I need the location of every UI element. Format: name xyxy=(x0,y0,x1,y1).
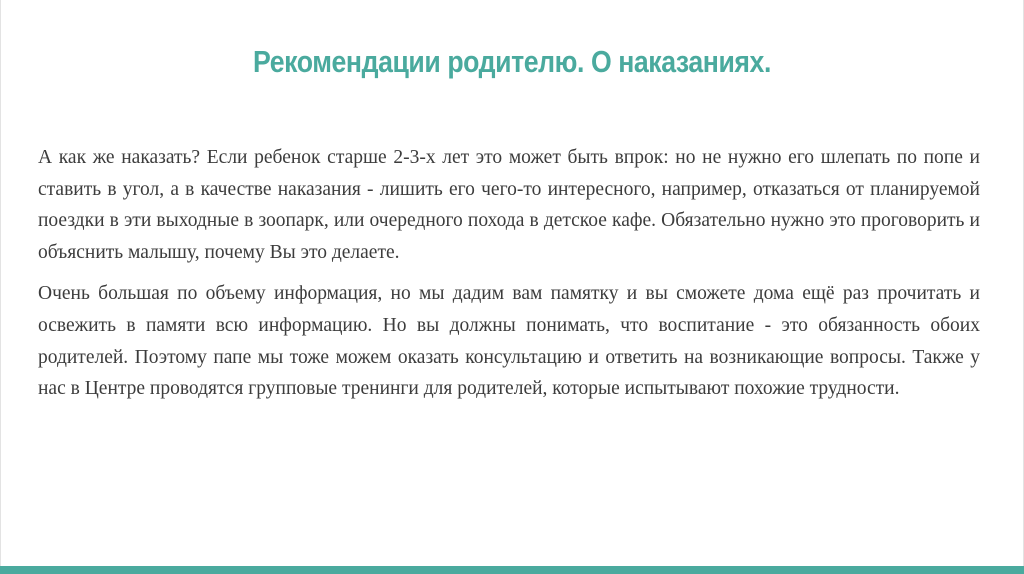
slide-left-border xyxy=(0,0,1,566)
slide-title: Рекомендации родителю. О наказаниях. xyxy=(253,44,771,79)
body-paragraph-punishment: А как же наказать? Если ребенок старше 2-3-х лет это может быть впрок: но не нужно его шлепать по попе и ставить в угол, а в качестве наказания - лишить его чего-то интересного, например, отказаться от планируемой поездки в эти выходные в зоопарк, или очередного похода в детское кафе. Обязательно нужно это проговорить и объяснить малышу, почему Вы это делаете. xyxy=(38,147,980,263)
slide-body xyxy=(38,142,980,405)
body-paragraph-information: Очень большая по объему информация, но мы дадим вам памятку и вы сможете дома ещё раз прочитать и освежить в памяти всю информацию. Но вы должны понимать, что воспитание - это обязанность обоих родителей. Поэтому папе мы тоже можем оказать консультацию и ответить на возникающие вопросы. Также у нас в Центре проводятся групповые тренинги для родителей, которые испытывают похожие трудности. xyxy=(38,283,980,400)
bottom-accent-bar xyxy=(0,566,1024,574)
